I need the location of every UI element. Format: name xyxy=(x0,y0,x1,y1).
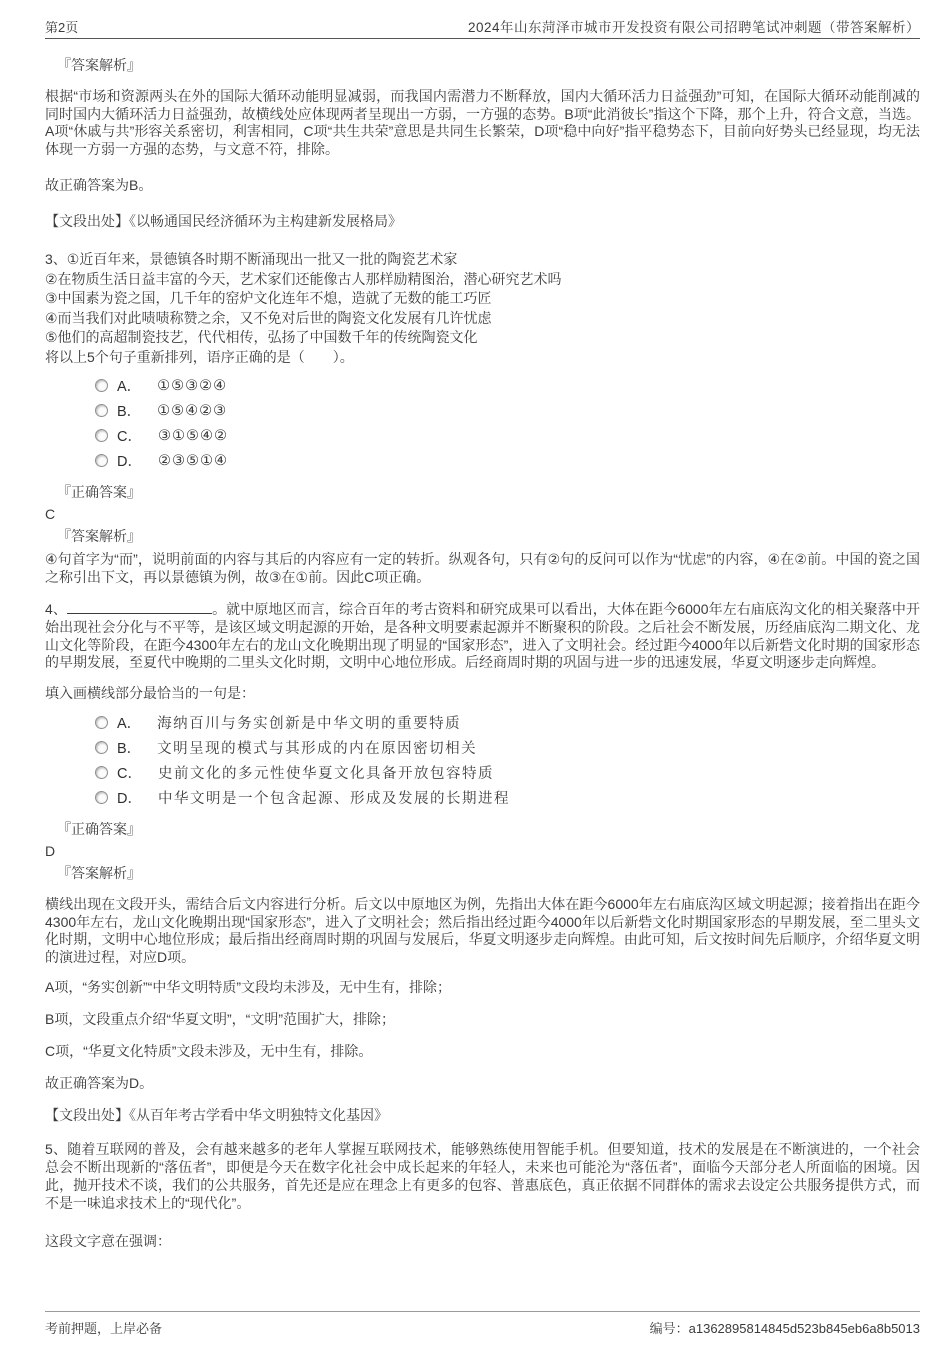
option-label: C． xyxy=(117,766,142,783)
radio-button-icon[interactable] xyxy=(95,404,108,417)
radio-button-icon[interactable] xyxy=(95,716,108,729)
q5-stem: 5、随着互联网的普及，会有越来越多的老年人掌握互联网技术，能够熟练使用智能手机。但要知道，技术的发展是在不断演进的，一个社会总会不断出现新的“落伍者”，即便是今天在数字化社会中成长起来的年轻人，未来也可能沦为“落伍者”，面临今天部分老人所面临的困境。因此，抛开技术不谈，我们的公共服务，首先还是应在理念上有更多的包容、普惠底色，真正依据不同群体的需求去设定公共服务提供方式，而不是一味追求技术上的“现代化”。 xyxy=(45,1141,920,1212)
q3-stem-line-1: 3、①近百年来，景德镇各时期不断涌现出一批又一批的陶瓷艺术家 xyxy=(45,251,458,267)
q4-conclusion: 故正确答案为D。 xyxy=(45,1075,154,1092)
option-text: 史前文化的多元性使华夏文化具备开放包容特质 xyxy=(157,766,494,783)
option-label: D． xyxy=(117,454,142,470)
q4-options xyxy=(45,710,920,810)
q4-correct-label: 『正确答案』 xyxy=(57,821,141,838)
q4-number: 4、 xyxy=(45,601,67,617)
option-text: 海纳百川与务实创新是中华文明的重要特质 xyxy=(157,716,462,733)
q3-stem-line-5: ⑤他们的高超制瓷技艺，代代相传，弘扬了中国数千年的传统陶瓷文化 xyxy=(45,329,478,345)
footer-slogan: 考前押题，上岸必备 xyxy=(45,1321,163,1336)
fill-in-blank-line xyxy=(67,600,212,614)
q4-correct-answer: D xyxy=(45,843,56,860)
q3-option-c[interactable] xyxy=(95,423,920,448)
option-label: D． xyxy=(117,791,142,808)
radio-button-icon[interactable] xyxy=(95,741,108,754)
q4-option-b[interactable] xyxy=(95,735,920,760)
q3-option-b[interactable] xyxy=(95,398,920,423)
radio-button-icon[interactable] xyxy=(95,454,108,467)
q3-analysis-text: ④句首字为“而”，说明前面的内容与其后的内容应有一定的转折。纵观各句，只有②句的反问可以作为“忧虑”的内容，④在②前。中国的瓷之国之称引出下文，再以景德镇为例，故③在①前。因此C项正确。 xyxy=(45,551,920,585)
option-text: ①⑤③②④ xyxy=(157,377,228,394)
option-text: 文明呈现的模式与其形成的内在原因密切相关 xyxy=(157,741,478,758)
footer-serial-number: 编号：a1362895814845d523b845eb6a8b5013 xyxy=(649,1321,920,1336)
q3-correct-answer: C xyxy=(45,506,56,522)
q4-stem-text: 。就中原地区而言，综合百年的考古资料和研究成果可以看出，大体在距今6000年左右庙底沟文化的相关聚落中开始出现社会分化与不平等，是该区域文明起源的开始，是各种文明要素起源并不断聚积的阶段。之后社会不断发展，历经庙底沟二期文化、龙山文化等阶段，在距今4300年左右的龙山文化晚期出现了明显的“国家形态”，进入了文明社会。经过距今4000年以后新砦文化时期的国家形态的早期发展，至夏代中晚期的二里头文化时期，文明中心地位形成。后经商周时期的巩固与进一步的迅速发展，华夏文明逐步走向辉煌。 xyxy=(45,601,920,671)
document-title: 2024年山东菏泽市城市开发投资有限公司招聘笔试冲刺题（带答案解析） xyxy=(467,20,920,35)
q4-option-c[interactable] xyxy=(95,760,920,785)
q3-analysis-label: 『答案解析』 xyxy=(57,528,141,544)
option-label: B． xyxy=(117,404,142,420)
q3-stem-line-3: ③中国素为瓷之国，几千年的窑炉文化连年不熄，造就了无数的能工巧匠 xyxy=(45,290,492,306)
option-label: A． xyxy=(117,379,142,395)
q5-prompt: 这段文字意在强调： xyxy=(45,1233,171,1250)
q4-note-a: A项，“务实创新”“中华文明特质”文段均未涉及，无中生有，排除； xyxy=(45,979,451,996)
q3-option-d[interactable] xyxy=(95,448,920,473)
q2-conclusion: 故正确答案为B。 xyxy=(45,177,153,193)
radio-button-icon[interactable] xyxy=(95,379,108,392)
option-text: ②③⑤①④ xyxy=(157,452,228,469)
q2-analysis-label: 『答案解析』 xyxy=(57,57,141,73)
q4-source: 【文段出处】《从百年考古学看中华文明独特文化基因》 xyxy=(45,1107,388,1124)
q3-correct-label: 『正确答案』 xyxy=(57,484,141,500)
option-label: B． xyxy=(117,741,142,758)
page-content xyxy=(45,54,920,1252)
radio-button-icon[interactable] xyxy=(95,791,108,804)
radio-button-icon[interactable] xyxy=(95,429,108,442)
option-text: ①⑤④②③ xyxy=(157,402,228,419)
q4-analysis-label: 『答案解析』 xyxy=(57,865,141,882)
q3-stem-line-2: ②在物质生活日益丰富的今天，艺术家们还能像古人那样励精图治，潜心研究艺术吗 xyxy=(45,270,562,287)
radio-button-icon[interactable] xyxy=(95,766,108,779)
page-footer xyxy=(0,1311,950,1345)
option-text: ③①⑤④② xyxy=(157,427,228,444)
q4-note-c: C项，“华夏文化特质”文段未涉及，无中生有，排除。 xyxy=(45,1043,373,1060)
q3-options xyxy=(45,373,920,473)
q4-stem xyxy=(45,600,920,672)
q3-stem-line-6: 将以上5个句子重新排列，语序正确的是（ ）。 xyxy=(45,348,354,365)
option-text: 中华文明是一个包含起源、形成及发展的长期进程 xyxy=(157,791,510,808)
footer-rule xyxy=(45,1311,920,1337)
q4-note-b: B项，文段重点介绍“华夏文明”，“文明”范围扩大，排除； xyxy=(45,1011,395,1028)
q3-stem-line-4: ④而当我们对此啧啧称赞之余，又不免对后世的陶瓷文化发展有几许忧虑 xyxy=(45,309,492,326)
option-label: C． xyxy=(117,429,142,445)
q3-option-a[interactable] xyxy=(95,373,920,398)
q4-analysis-text: 横线出现在文段开头，需结合后文内容进行分析。后文以中原地区为例，先指出大体在距今6000年左右庙底沟区域文明起源；接着指出在距今4300年左右，龙山文化晚期出现“国家形态”，进入了文明社会；然后指出经过距今4000年以后新砦文化时期国家形态的早期发展，至二里头文化时期，文明中心地位形成；最后指出经商周时期的巩固与发展后，华夏文明逐步走向辉煌。由此可知，后文按时间先后顺序，介绍华夏文明的演进过程，对应D项。 xyxy=(45,896,920,965)
q4-option-a[interactable] xyxy=(95,710,920,735)
option-label: A． xyxy=(117,716,142,733)
q4-option-d[interactable] xyxy=(95,785,920,810)
q4-fill-prompt: 填入画横线部分最恰当的一句是： xyxy=(45,685,255,702)
page-number-label: 第2页 xyxy=(45,20,79,35)
q3-stem xyxy=(45,250,920,367)
q2-source: 【文段出处】《以畅通国民经济循环为主构建新发展格局》 xyxy=(45,213,402,229)
page-header xyxy=(45,0,920,39)
q2-analysis-text: 根据“市场和资源两头在外的国际大循环动能明显减弱，而我国内需潜力不断释放，国内大循环活力日益强劲”可知，在国际大循环动能削减的同时国内大循环活力日益强劲，故横线处应体现两者呈现出一方弱，一方强的态势。B项“此消彼长”指这个下降，那个上升，符合文意，当选。A项“休戚与共”形容关系密切，利害相同，C项“共生共荣”意思是共同生长繁荣，D项“稳中向好”指平稳势态下，目前向好势头已经显现，均无法体现一方弱一方强的态势，与文意不符，排除。 xyxy=(45,88,920,157)
